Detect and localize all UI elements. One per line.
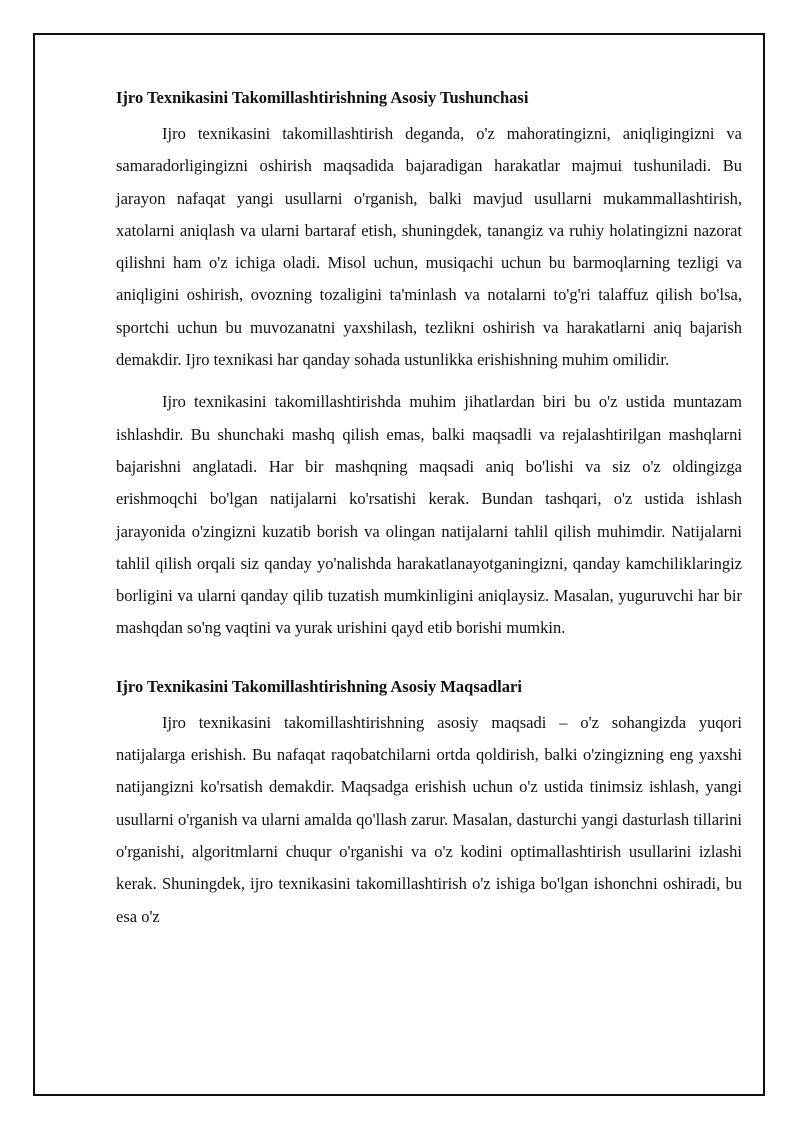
section-heading-1: Ijro Texnikasini Takomillashtirishning Asosiy Tushunchasi — [116, 88, 529, 107]
document-body — [116, 86, 742, 933]
paragraph-1-2: Ijro texnikasini takomillashtirishda muhim jihatlardan biri bu o'z ustida muntazam ishlashdir. Bu shunchaki mashq qilish emas, balki maqsadli va rejalashtirilgan mashqlarni bajarishni anglatadi. Har bir mashqning maqsadi aniq bo'lishi va siz o'z oldingizga erishmoqchi bo'lgan natijalarni ko'rsatishi kerak. Bundan tashqari, o'z ustida ishlash jarayonida o'zingizni kuzatib borish va olingan natijalarni tahlil qilish muhimdir. Natijalarni tahlil qilish orqali siz qanday yo'nalishda harakatlanayotganingizni, qanday kamchiliklaringiz borligini va ularni qanday qilib tuzatish mumkinligini aniqlaysiz. Masalan, yuguruvchi har bir mashqdan so'ng vaqtini va yurak urishini qayd etib borishi mumkin. — [116, 392, 742, 638]
section-heading-2: Ijro Texnikasini Takomillashtirishning Asosiy Maqsadlari — [116, 676, 522, 696]
paragraph-1-1: Ijro texnikasini takomillashtirish deganda, o'z mahoratingizni, aniqligingizni va samaradorligingizni oshirish maqsadida bajaradigan harakatlar majmui tushuniladi. Bu jarayon nafaqat yangi usullarni o'rganish, balki mavjud usullarni mukammallashtirish, xatolarni aniqlash va ularni bartaraf etish, shuningdek, tanangiz va ruhiy holatingizni nazorat qilishni ham o'z ichiga oladi. Misol uchun, musiqachi uchun bu barmoqlarning tezligi va aniqligini oshirish, ovozning tozaligini ta'minlash va notalarni to'g'ri talaffuz qilish bo'lsa, sportchi uchun bu muvozanatni yaxshilash, tezlikni oshirish va harakatlarni aniq bajarish demakdir. Ijro texnikasi har qanday sohada ustunlikka erishishning muhim omilidir. — [116, 124, 742, 370]
paragraph-2-1: Ijro texnikasini takomillashtirishning asosiy maqsadi – o'z sohangizda yuqori natijalarga erishish. Bu nafaqat raqobatchilarni ortda qoldirish, balki o'zingizning eng yaxshi natijangizni ko'rsatish demakdir. Maqsadga erishish uchun o'z ustida tinimsiz ishlash, yangi usullarni o'rganish va ularni amalda qo'llash zarur. Masalan, dasturchi yangi dasturlash tillarini o'rganishi, algoritmlarni chuqur o'rganishi va o'z kodini optimallashtirish usullarini izlashi kerak. Shuningdek, ijro texnikasini takomillashtirish o'z ishiga bo'lgan ishonchni oshiradi, bu esa o'z — [116, 712, 742, 926]
